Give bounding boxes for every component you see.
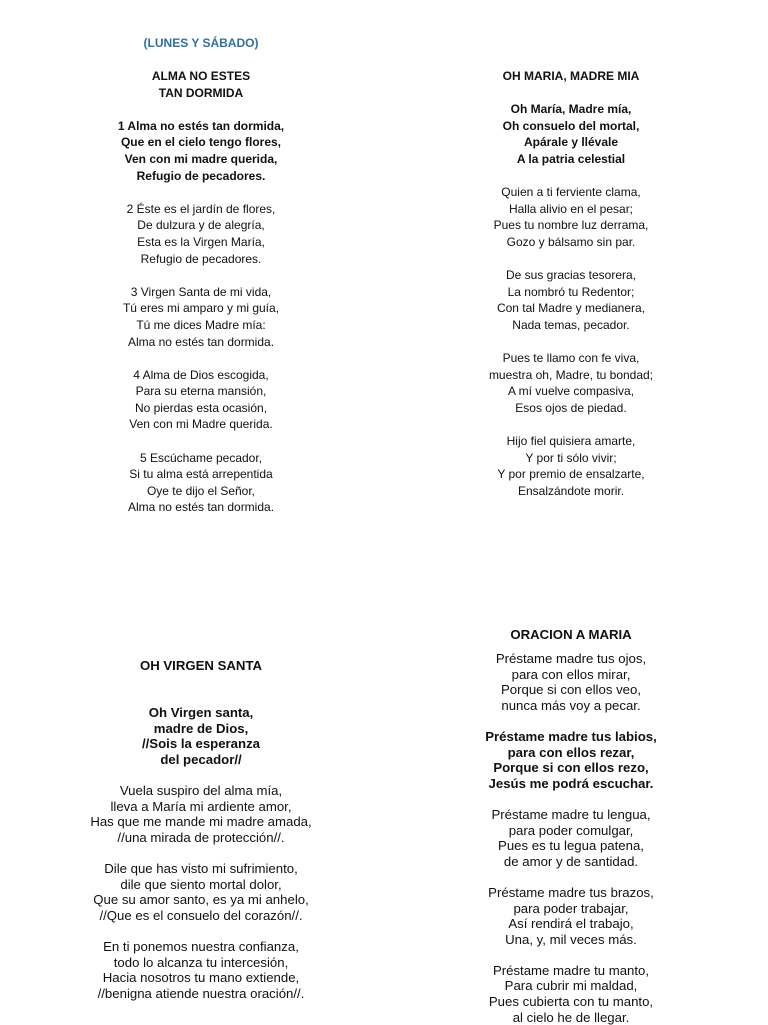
verse-line: //benigna atiende nuestra oración//.: [97, 985, 305, 1001]
stanza-list: [430, 85, 712, 500]
verse-line: Oh consuelo del mortal,: [502, 118, 640, 133]
verse-line: Hijo fiel quisiera amarte,: [506, 434, 636, 449]
verse-line: 3 Virgen Santa de mi vida,: [130, 284, 272, 299]
stanza-list: [60, 674, 342, 1001]
hymn-title: [430, 627, 712, 643]
verse-line: Y por ti sólo vivir;: [525, 450, 617, 465]
verse-line: Con tal Madre y medianera,: [496, 301, 646, 316]
verse-line: 2 Éste es el jardín de flores,: [126, 201, 276, 216]
verse-line: La nombró tu Redentor;: [507, 284, 635, 299]
title-line: ORACION A MARIA: [510, 627, 632, 642]
verse-line: madre de Dios,: [153, 720, 249, 736]
verse-line: al cielo he de llegar.: [512, 1009, 630, 1025]
stanza: [60, 284, 342, 350]
verse-line: Así rendirá el trabajo,: [508, 916, 634, 932]
verse-line: //Sois la esperanza: [141, 736, 260, 752]
verse-line: para poder trabajar,: [513, 900, 629, 916]
verse-line: //Que es el consuelo del corazón//.: [99, 907, 303, 923]
verse-line: Si tu alma está arrepentida: [129, 467, 273, 482]
stanza: [60, 118, 342, 184]
verse-line: Esos ojos de piedad.: [515, 400, 627, 415]
verse-line: Esta es la Virgen María,: [137, 234, 265, 249]
verse-line: Préstame madre tus labios,: [485, 728, 657, 744]
verse-line: A mí vuelve compasiva,: [507, 384, 635, 399]
hymn-oh-virgen-santa: [60, 658, 342, 1001]
hymn-alma-no-estes: [60, 35, 342, 516]
title-line: TAN DORMIDA: [158, 85, 244, 100]
hymn-oh-maria-madre-mia: [430, 68, 712, 499]
verse-line: Porque si con ellos rezo,: [493, 760, 649, 776]
verse-line: Refugio de pecadores.: [140, 251, 262, 266]
verse-line: Oh María, Madre mía,: [510, 102, 632, 117]
verse-line: Pues es tu legua patena,: [498, 838, 644, 854]
verse-line: Pues cubierta con tu manto,: [488, 994, 654, 1010]
verse-line: Halla alivio en el pesar;: [508, 201, 634, 216]
verse-line: para con ellos rezar,: [507, 744, 635, 760]
verse-line: De dulzura y de alegría,: [137, 218, 265, 233]
verse-line: Pues te llamo con fe viva,: [502, 351, 640, 366]
day-label: (LUNES Y SÁBADO): [143, 36, 259, 50]
stanza: [60, 450, 342, 516]
verse-line: Que su amor santo, es ya mi anhelo,: [93, 892, 309, 908]
stanza: [430, 963, 712, 1025]
stanza: [430, 729, 712, 791]
verse-line: Apárale y llévale: [523, 135, 619, 150]
verse-line: nunca más voy a pecar.: [501, 697, 641, 713]
verse-line: 4 Alma de Dios escogida,: [133, 367, 269, 382]
verse-line: Ven con mi madre querida,: [124, 151, 278, 166]
verse-line: No pierdas esta ocasión,: [134, 400, 268, 415]
verse-line: Dile que has visto mi sufrimiento,: [104, 861, 298, 877]
verse-line: dile que siento mortal dolor,: [120, 876, 282, 892]
verse-line: //una mirada de protección//.: [117, 829, 285, 845]
verse-line: Refugio de pecadores.: [136, 168, 266, 183]
verse-line: Pues tu nombre luz derrama,: [493, 218, 649, 233]
stanza: [430, 651, 712, 713]
title-line: OH MARIA, MADRE MIA: [502, 69, 640, 83]
verse-line: para poder comulgar,: [508, 822, 634, 838]
verse-line: Oh Virgen santa,: [148, 705, 254, 721]
prayer-oracion-a-maria: [430, 627, 712, 1025]
hymn-title: [60, 658, 342, 674]
verse-line: Vuela suspiro del alma mía,: [119, 783, 283, 799]
verse-line: 1 Alma no estés tan dormida,: [117, 118, 285, 133]
verse-line: Oye te dijo el Señor,: [146, 483, 256, 498]
stanza: [430, 267, 712, 333]
stanza: [60, 705, 342, 767]
verse-line: todo lo alcanza tu intercesión,: [113, 954, 289, 970]
stanza: [60, 367, 342, 433]
stanza-list: [60, 101, 342, 516]
stanza: [430, 184, 712, 250]
verse-line: Porque si con ellos veo,: [500, 682, 641, 698]
verse-line: Tú me dices Madre mía:: [136, 317, 266, 332]
verse-line: Jesús me podrá escuchar.: [488, 775, 654, 791]
verse-line: Que en el cielo tengo flores,: [120, 135, 282, 150]
verse-line: Préstame madre tu lengua,: [491, 806, 651, 822]
stanza: [60, 861, 342, 923]
verse-line: De sus gracias tesorera,: [505, 268, 637, 283]
verse-line: Hacia nosotros tu mano extiende,: [102, 970, 300, 986]
verse-line: Alma no estés tan dormida.: [127, 500, 275, 515]
verse-line: Préstame madre tus brazos,: [488, 884, 654, 900]
verse-line: Para cubrir mi maldad,: [504, 978, 638, 994]
verse-line: Y por premio de ensalzarte,: [497, 467, 645, 482]
verse-line: En ti ponemos nuestra confianza,: [103, 939, 299, 955]
verse-line: Nada temas, pecador.: [512, 317, 630, 332]
stanza: [430, 807, 712, 869]
hymn-title: [430, 68, 712, 85]
title-line: ALMA NO ESTES: [151, 69, 251, 83]
verse-line: Ven con mi Madre querida.: [129, 417, 273, 432]
stanza: [60, 939, 342, 1001]
verse-line: muestra oh, Madre, tu bondad;: [488, 367, 654, 382]
verse-line: Préstame madre tus ojos,: [495, 651, 647, 666]
verse-line: Una, y, mil veces más.: [505, 931, 637, 947]
title-line: OH VIRGEN SANTA: [139, 658, 263, 673]
stanza: [430, 885, 712, 947]
verse-line: Ensalzándote morir.: [517, 483, 625, 498]
stanza: [430, 433, 712, 499]
stanza: [430, 101, 712, 167]
verse-line: Gozo y bálsamo sin par.: [506, 234, 636, 249]
verse-line: Alma no estés tan dormida.: [127, 334, 275, 349]
verse-line: Préstame madre tu manto,: [492, 962, 650, 978]
verse-line: Para su eterna mansión,: [135, 384, 267, 399]
stanza: [60, 783, 342, 845]
verse-line: 5 Escúchame pecador,: [139, 450, 263, 465]
verse-line: de amor y de santidad.: [503, 853, 639, 869]
stanza: [60, 201, 342, 267]
verse-line: del pecador//: [160, 751, 242, 767]
stanza: [430, 350, 712, 416]
stanza-list: [430, 651, 712, 1025]
verse-line: lleva a María mi ardiente amor,: [110, 798, 292, 814]
verse-line: para con ellos mirar,: [511, 666, 631, 682]
verse-line: Has que me mande mi madre amada,: [90, 814, 312, 830]
verse-line: Quien a ti ferviente clama,: [501, 185, 641, 200]
hymn-title: [60, 68, 342, 101]
verse-line: A la patria celestial: [516, 151, 626, 166]
verse-line: Tú eres mi amparo y mi guía,: [122, 301, 280, 316]
